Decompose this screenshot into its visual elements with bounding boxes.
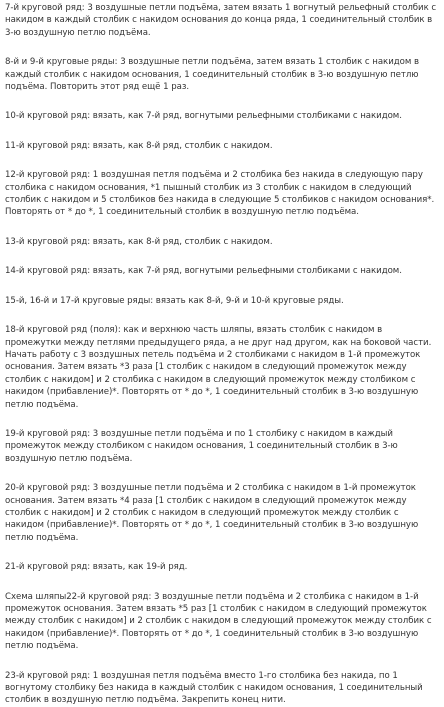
row-13-instruction: 13-й круговой ряд: вязать, как 8-й ряд, столбик с накидом. — [5, 236, 273, 247]
row-19-instruction: 19-й круговой ряд: 3 воздушные петли подъёма и по 1 столбику с накидом в каждый промежуток между столбиком с накидом основания, 1 соединительный столбик в 3-ю воздушную петлю подъёма. — [5, 428, 398, 464]
row-10-instruction: 10-й круговой ряд: вязать, как 7-й ряд, вогнутыми рельефными столбиками с накидом. — [5, 111, 402, 122]
row-14-instruction: 14-й круговой ряд: вязать, как 7-й ряд, вогнутыми рельефными столбиками с накидом. — [5, 266, 402, 277]
row-18-instruction: 18-й круговой ряд (поля): как и верхнюю часть шляпы, вязать столбик с накидом в промежутки между петлями предыдущего ряда, а не друг над другом, как на боковой части. Начать работу с 3 воздушных петель подъёма и 2 столбиками с накидом в 1-й промежуток основания. Затем вязать *3 раза [1 столбик с накидом в следующий промежуток между столбик с накидом] и 2 столбика с накидом в следующий промежуток между столбиком с накидом (прибавление)*. Повторять от * до *, 1 соединительный столбик в 3-ю воздушную петлю подъёма. — [5, 325, 432, 410]
row-22-instruction: Схема шляпы22-й круговой ряд: 3 воздушные петли подъёма и 2 столбика с накидом в 1-й промежуток основания. Затем вязать *5 раз [1 столбик с накидом в следующий промежуток между столбик с накидом] и 2 столбик с накидом в следующий промежуток между столбик с накидом (прибавление)*. Повторять от * до *, 1 соединительный столбик в 3-ю воздушную петлю подъёма. — [5, 591, 432, 652]
rows-8-9-instruction: 8-й и 9-й круговые ряды: 3 воздушные петли подъёма, затем вязать 1 столбик с накидом в каждый столбик с накидом основания, 1 соединительный столбик в 3-ю воздушную петлю подъёма. Повторить этот ряд ещё 1 раз. — [5, 57, 419, 93]
rows-15-17-instruction: 15-й, 16-й и 17-й круговые ряды: вязать как 8-й, 9-й и 10-й круговые ряды. — [5, 295, 344, 306]
row-20-instruction: 20-й круговой ряд: 3 воздушные петли подъёма и 2 столбика с накидом в 1-й промежуток основания. Затем вязать *4 раза [1 столбик с накидом в следующий промежуток между столбик с накидом] и 2 столбик с накидом в следующий промежуток между столбик с накидом (прибавление)*. Повторять от * до *, 1 соединительный столбик в 3-ю воздушную петлю подъёма. — [5, 483, 419, 543]
row-11-instruction: 11-й круговой ряд: вязать, как 8-й ряд, столбик с накидом. — [5, 140, 273, 151]
row-12-instruction: 12-й круговой ряд: 1 воздушная петля подъёма и 2 столбика без накида в следующую пару столбика с накидом основания, *1 пышный столбик из 3 столбик с накидом в следующий столбик с накидом и 5 столбиков без накида в следующие 5 столбиков с накидом основания*. Повторять от * до *, 1 соединительный столбик в воздушную петлю подъёма. — [5, 170, 435, 218]
row-21-instruction: 21-й круговой ряд: вязать, как 19-й ряд. — [5, 562, 188, 573]
row-7-instruction: 7-й круговой ряд: 3 воздушные петли подъёма, затем вязать 1 вогнутый рельефный столбик с накидом в каждый столбик с накидом основания до конца ряда, 1 соединительный столбик в 3-ю воздушную петлю подъёма. — [5, 3, 437, 38]
row-23-instruction: 23-й круговой ряд: 1 воздушная петля подъёма вместо 1-го столбика без накида, по 1 вогнутому столбику без накида в каждый столбик с накидом основания, 1 соединительный столбик в воздушную петлю подъёма. Закрепить конец нити. — [5, 670, 423, 706]
